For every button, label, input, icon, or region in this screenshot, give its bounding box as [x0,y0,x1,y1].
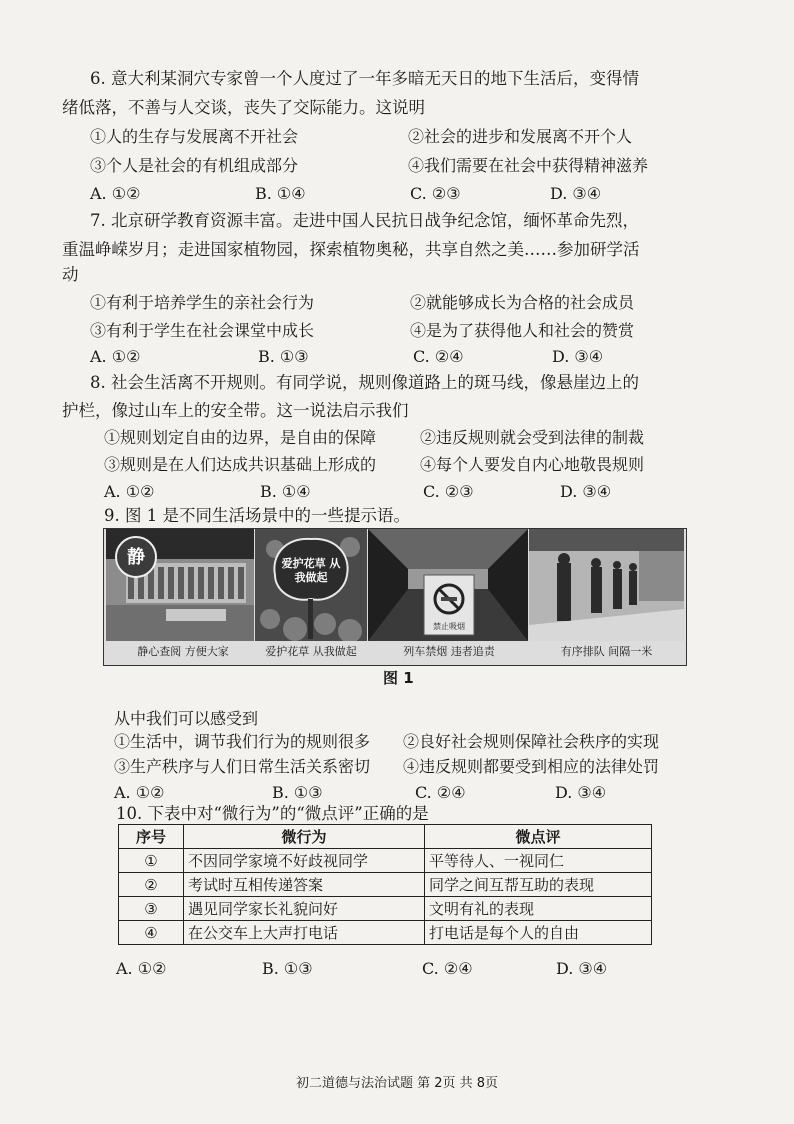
q7-choice-d: D. ③④ [552,347,604,366]
q10-stem: 10. 下表中对“微行为”的“微点评”正确的是 [116,804,429,823]
q9-stem: 9. 图 1 是不同生活场景中的一些提示语。 [104,506,410,525]
q6-choice-c: C. ②③ [410,184,461,203]
q10-choice-c: C. ②④ [422,959,473,978]
q6-item-2: ②社会的进步和发展离不开个人 [408,127,633,146]
q7-choice-c: C. ②④ [413,347,464,366]
scene-caption-flowers: 爱护花草 从我做起 [265,645,357,658]
q8-choice-b: B. ①④ [260,482,311,501]
q6-item-3: ③个人是社会的有机组成部分 [90,156,299,175]
q8-choice-a: A. ①② [104,482,155,501]
figure-1-label: 图 1 [383,669,414,687]
quiet-sign: 静 [127,547,145,568]
protect-flowers-sign: 爱护花草 从我做起 [281,557,341,584]
q9-choice-b: B. ①③ [272,783,323,802]
flower-bed-photo [255,529,367,641]
q10-choice-d: D. ③④ [556,959,608,978]
page-footer: 初二道德与法治试题 第 2页 共 8页 [295,1076,499,1091]
q7-item-2: ②就能够成长为合格的社会成员 [410,293,635,312]
q6-choice-a: A. ①② [90,184,141,203]
q7-stem-line2: 重温峥嵘岁月；走进国家植物园，探索植物奥秘，共享自然之美……参加研学活 [62,240,640,259]
q9-item-4: ④违反规则都要受到相应的法律处罚 [403,757,660,776]
q8-item-4: ④每个人要发自内心地敬畏规则 [420,455,645,474]
scene-caption-library: 静心查阅 方便大家 [137,645,229,658]
q9-item-1: ①生活中，调节我们行为的规则很多 [114,732,371,751]
table-row [119,897,652,921]
row-comment: 文明有礼的表现 [425,897,652,921]
q6-stem-line1: 6. 意大利某洞穴专家曾一个人度过了一年多暗无天日的地下生活后，变得情 [90,69,639,88]
queue-photo [529,529,684,641]
scene-caption-train: 列车禁烟 违者追责 [403,645,495,658]
row-number: ① [119,849,184,873]
table-row [119,921,652,945]
row-number: ③ [119,897,184,921]
q10-choice-b: B. ①③ [262,959,313,978]
scene-library [106,529,254,641]
q9-choice-c: C. ②④ [415,783,466,802]
q6-item-1: ①人的生存与发展离不开社会 [90,127,299,146]
q7-item-4: ④是为了获得他人和社会的赞赏 [410,321,635,340]
row-behavior: 不因同学家境不好歧视同学 [184,849,425,873]
q8-stem-line2: 护栏，像过山车上的安全带。这一说法启示我们 [62,401,409,420]
q6-stem-line2: 绪低落，不善与人交谈，丧失了交际能力。这说明 [62,98,425,117]
q7-choice-a: A. ①② [90,347,141,366]
row-number: ④ [119,921,184,945]
micro-behavior-table [118,824,652,945]
figure-1-photo-strip [103,528,687,666]
scene-queue [529,529,684,641]
q8-item-1: ①规则划定自由的边界，是自由的保障 [104,428,377,447]
scene-caption-queue: 有序排队 间隔一米 [560,645,653,658]
q10-choice-a: A. ①② [116,959,167,978]
q7-item-1: ①有利于培养学生的亲社会行为 [90,293,315,312]
q9-lead: 从中我们可以感受到 [114,709,259,728]
q9-choice-d: D. ③④ [555,783,607,802]
q7-choice-b: B. ①③ [258,347,309,366]
scene-flowers [255,529,367,641]
q9-item-3: ③生产秩序与人们日常生活关系密切 [114,757,371,776]
row-comment: 打电话是每个人的自由 [425,921,652,945]
row-comment: 同学之间互帮互助的表现 [425,873,652,897]
header-micro-comment: 微点评 [425,825,652,849]
table-row [119,849,652,873]
table-header-row [119,825,652,849]
q6-item-4: ④我们需要在社会中获得精神滋养 [408,156,649,175]
scene-train [368,529,528,641]
row-behavior: 遇见同学家长礼貌问好 [184,897,425,921]
q9-choice-a: A. ①② [114,783,165,802]
q7-stem-line1: 7. 北京研学教育资源丰富。走进中国人民抗日战争纪念馆，缅怀革命先烈， [90,211,639,230]
q8-item-3: ③规则是在人们达成共识基础上形成的 [104,455,377,474]
header-micro-behavior: 微行为 [184,825,425,849]
row-comment: 平等待人、一视同仁 [425,849,652,873]
table-row [119,873,652,897]
q6-choice-b: B. ①④ [255,184,306,203]
header-number: 序号 [119,825,184,849]
q8-item-2: ②违反规则就会受到法律的制裁 [420,428,645,447]
no-smoking-sign: 禁止吸烟 [433,622,465,631]
row-behavior: 在公交车上大声打电话 [184,921,425,945]
q9-item-2: ②良好社会规则保障社会秩序的实现 [403,732,660,751]
q7-stem-line3: 动 [62,265,79,284]
q7-item-3: ③有利于学生在社会课堂中成长 [90,321,315,340]
row-number: ② [119,873,184,897]
q8-choice-c: C. ②③ [423,482,474,501]
q8-choice-d: D. ③④ [560,482,612,501]
row-behavior: 考试时互相传递答案 [184,873,425,897]
q8-stem-line1: 8. 社会生活离不开规则。有同学说，规则像道路上的斑马线，像悬崖边上的 [90,373,639,392]
q6-choice-d: D. ③④ [550,184,602,203]
